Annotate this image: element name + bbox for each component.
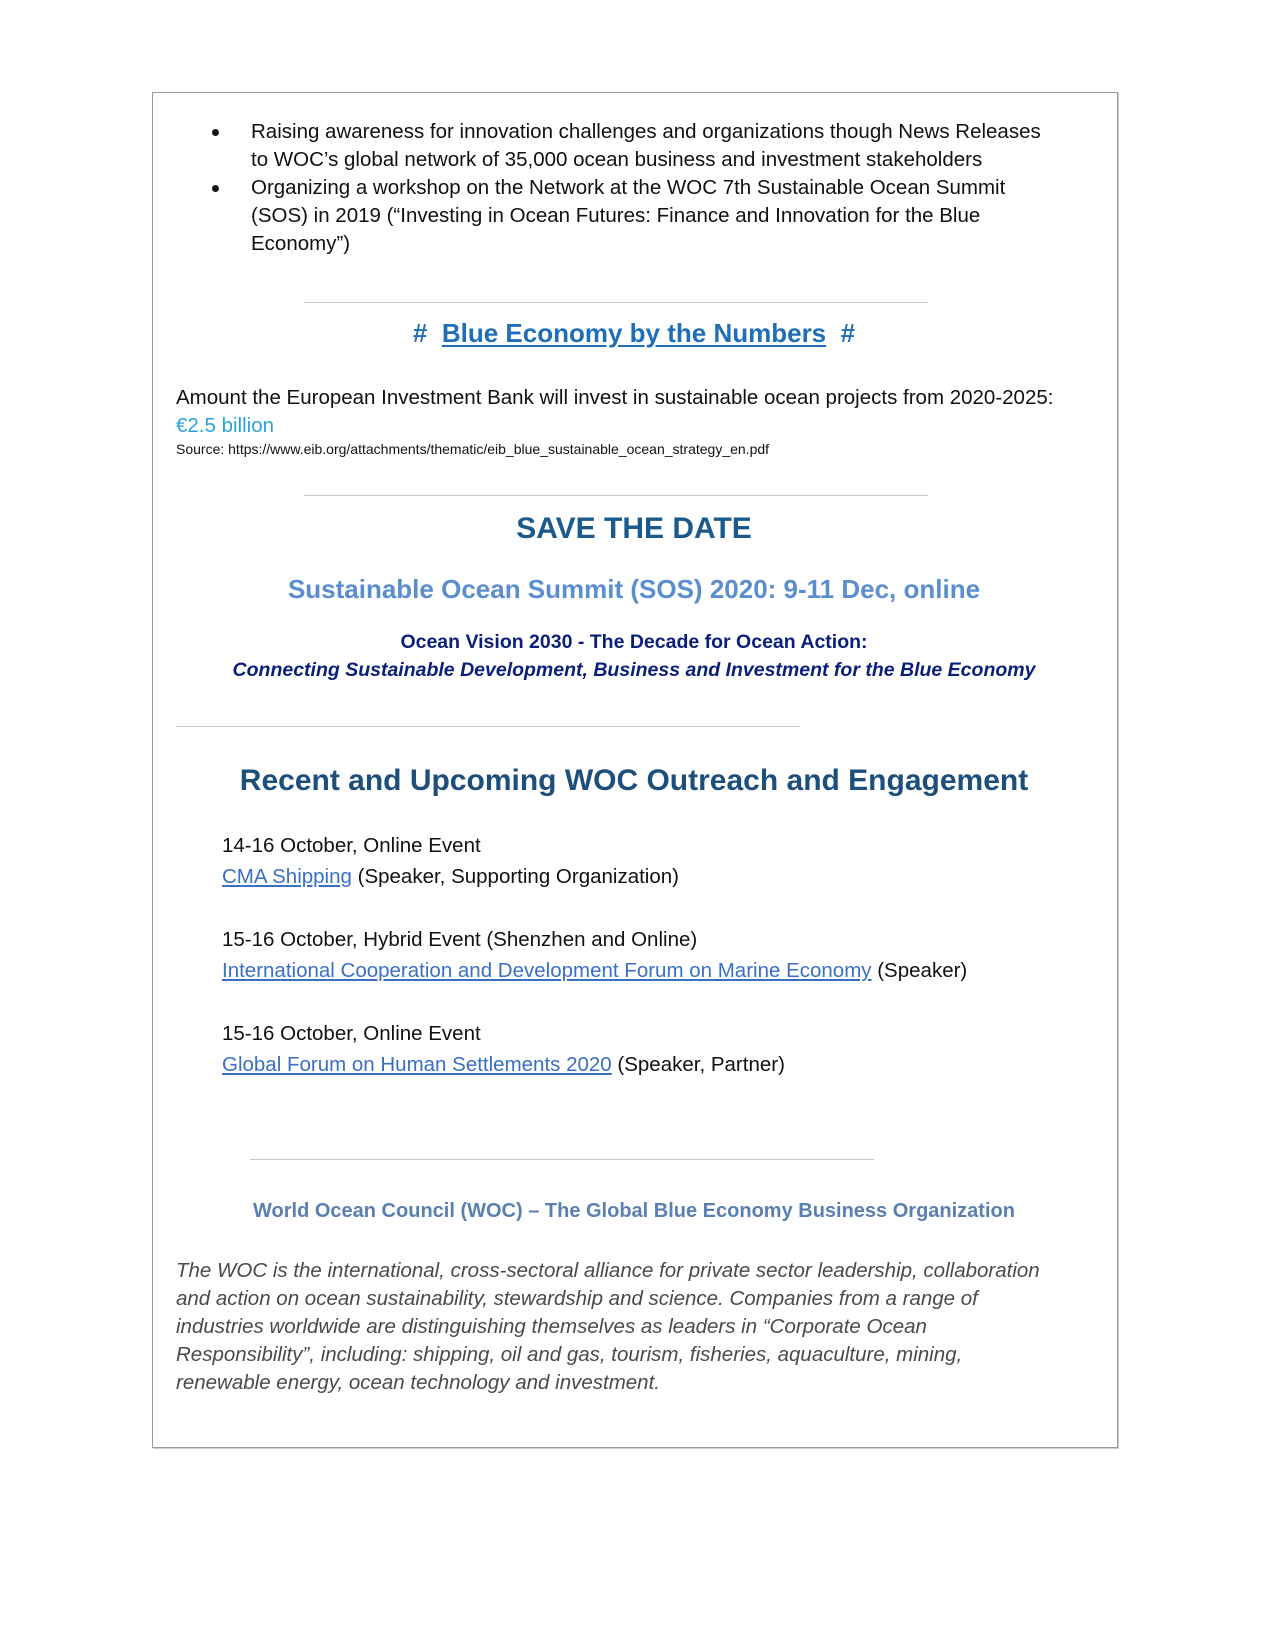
event-date: 15-16 October, Hybrid Event (Shenzhen and Online) (222, 928, 698, 951)
summit-title: Sustainable Ocean Summit (SOS) 2020: 9-11 Dec, online (287, 574, 981, 604)
event-link[interactable]: International Cooperation and Development Forum on Marine Economy (222, 959, 872, 982)
amount-statement: Amount the European Investment Bank will invest in sustainable ocean projects from 2020-2025: €2.5 billion (176, 386, 1054, 437)
event-link[interactable]: Global Forum on Human Settlements 2020 (222, 1053, 612, 1076)
bullet-icon (212, 185, 219, 192)
summit-theme (152, 628, 1116, 684)
source-note: Source: https://www.eib.org/attachments/thematic/eib_blue_sustainable_ocean_strategy_en.pdf (176, 441, 770, 457)
outreach-heading: Recent and Upcoming WOC Outreach and Engagement (239, 764, 1029, 797)
woc-title: World Ocean Council (WOC) – The Global Blue Economy Business Organization (253, 1200, 1015, 1222)
subtheme-line: Connecting Sustainable Development, Business and Investment for the Blue Economy (232, 659, 1036, 681)
numbers-title-link[interactable]: Blue Economy by the Numbers (441, 318, 827, 348)
list-item: Raising awareness for innovation challenges and organizations though News Releases to WOC’s global network of 35,000 ocean business and investment stakeholders (208, 118, 1058, 174)
numbers-heading: # Blue Economy by the Numbers # (412, 318, 856, 348)
section-divider (304, 302, 928, 303)
section-divider (304, 495, 928, 496)
event-link[interactable]: CMA Shipping (222, 865, 352, 888)
section-divider (176, 726, 800, 727)
event-item: 15-16 October, Hybrid Event (Shenzhen and Online) International Cooperation and Development Forum on Marine Economy (Speaker) (222, 924, 967, 986)
event-item: 15-16 October, Online Event Global Forum on Human Settlements 2020 (Speaker, Partner) (222, 1018, 785, 1080)
section-divider (250, 1159, 874, 1160)
event-item: 14-16 October, Online Event CMA Shipping (Speaker, Supporting Organization) (222, 830, 679, 892)
list-item: Organizing a workshop on the Network at the WOC 7th Sustainable Ocean Summit (SOS) in 2019 (“Investing in Ocean Futures: Finance and Innovation for the Blue Economy”) (208, 174, 1058, 258)
bullet-icon (212, 129, 219, 136)
amount-value: €2.5 billion (176, 414, 275, 437)
woc-description: The WOC is the international, cross-sectoral alliance for private sector leadership, collaboration and action on ocean sustainability, stewardship and science. Companies from a range of industries worldwide are distinguishing themselves as leaders in “Corporate Ocean Responsibility”, including: shipping, oil and gas, tourism, fisheries, aquaculture, mining, renewable energy, ocean technology and investment. (176, 1259, 1040, 1394)
event-date: 15-16 October, Online Event (222, 1022, 481, 1045)
save-the-date-heading: SAVE THE DATE (516, 512, 752, 545)
theme-line: Ocean Vision 2030 - The Decade for Ocean Action: (400, 631, 868, 653)
activity-list (208, 118, 1058, 258)
event-date: 14-16 October, Online Event (222, 834, 481, 857)
